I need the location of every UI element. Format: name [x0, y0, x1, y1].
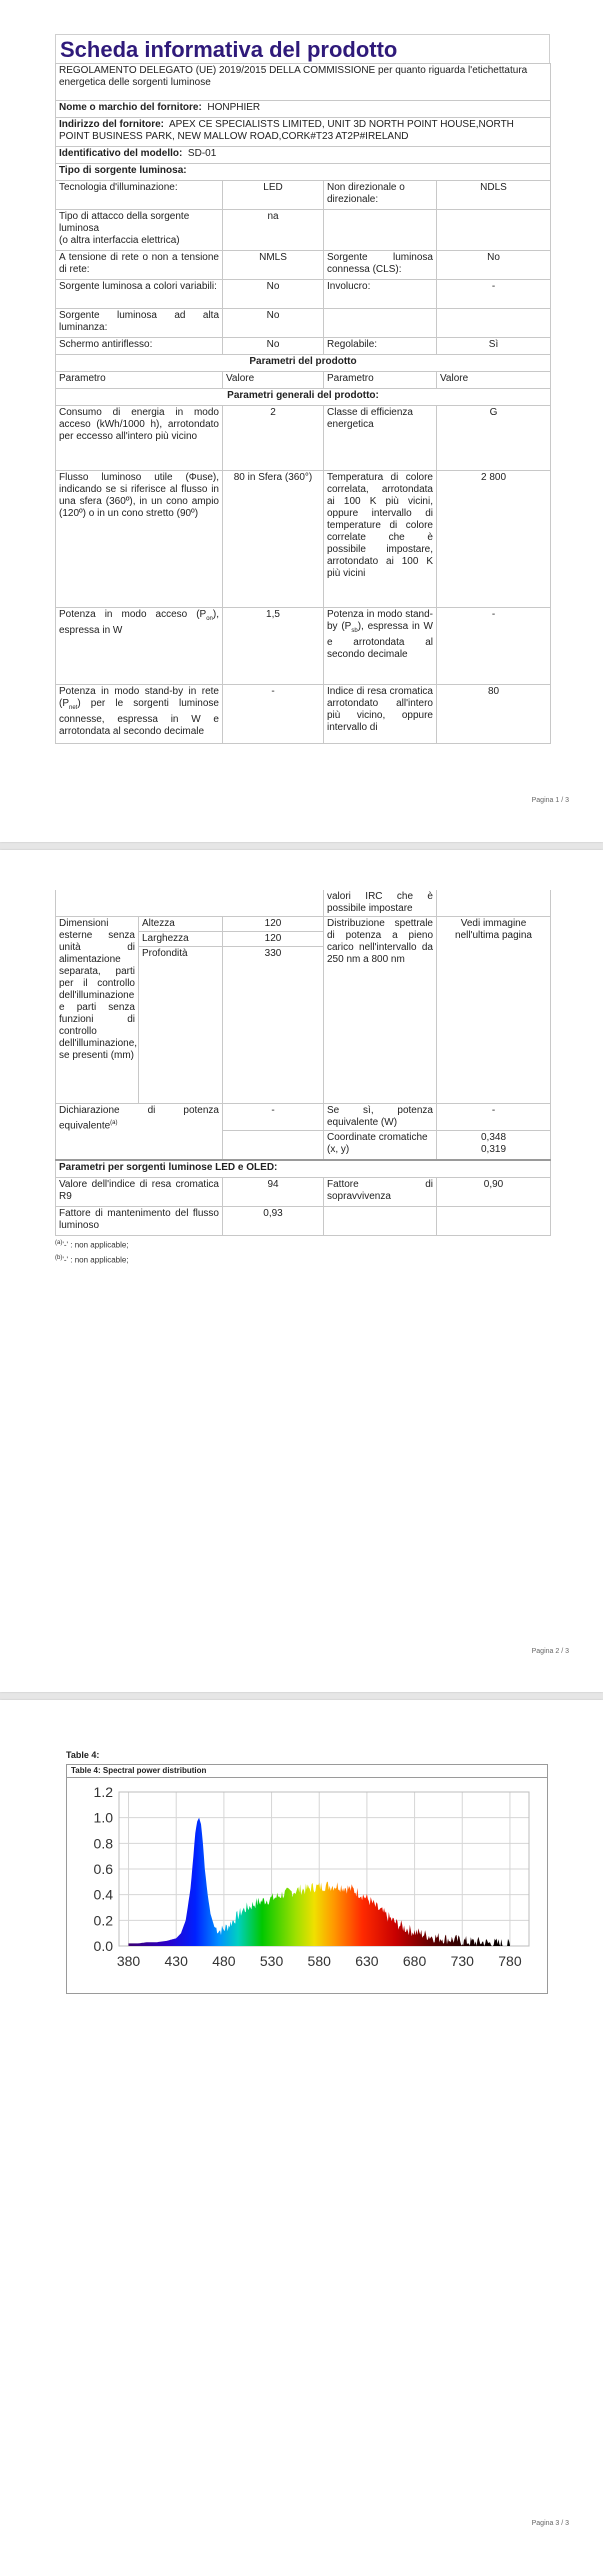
equiv-power-text: Dichiarazione di potenza equivalente [59, 1105, 219, 1132]
height-label: Altezza [139, 917, 223, 932]
y-tick-label: 0.4 [93, 1886, 113, 1903]
cri-value: 80 [437, 685, 551, 744]
chart-frame [66, 1764, 548, 1994]
footnote-a-mark: (a) [55, 1240, 63, 1246]
spec-value: LED [223, 181, 324, 210]
spec-row [56, 210, 551, 251]
x-tick-label: 730 [450, 1953, 474, 1969]
equiv-power-sup: (a) [110, 1120, 118, 1126]
x-tick-label: 580 [307, 1953, 331, 1969]
chromaticity-label: Coordinate cromatiche (x, y) [324, 1131, 437, 1161]
survival-value: 0,90 [437, 1178, 551, 1207]
col-header: Parametro [324, 372, 437, 389]
height-value: 120 [223, 917, 324, 932]
spectral-chart [67, 1778, 547, 1992]
chart-title: Table 4: Spectral power distribution [71, 1766, 207, 1775]
r9-value: 94 [223, 1178, 324, 1207]
x-ticks [117, 1953, 522, 1969]
param-row [56, 890, 551, 917]
spec-label: Non direzionale o direzionale: [324, 181, 437, 210]
spec-value [437, 210, 551, 251]
cri-label-cont: valori IRC che è possibile impostare [324, 890, 437, 917]
spec-value: No [437, 251, 551, 280]
power-on-label-a: Potenza in modo acceso (P [59, 609, 207, 620]
x-tick-label: 380 [116, 1953, 141, 1969]
power-on-label-sub: on [206, 616, 213, 622]
equiv-power-value: - [223, 1104, 324, 1131]
x-tick-label: 430 [164, 1953, 188, 1969]
spec-row [56, 280, 551, 309]
model-row [56, 147, 551, 164]
y-tick-label: 1.0 [93, 1809, 113, 1826]
led-oled-header: Parametri per sorgenti luminose LED e OLED: [56, 1160, 551, 1178]
flux-value: 80 in Sfera (360°) [223, 471, 324, 608]
x-tick-label: 630 [355, 1953, 379, 1969]
spec-label [56, 210, 223, 251]
spec-label: Sorgente luminosa a colori variabili: [56, 280, 223, 309]
spec-value: No [223, 280, 324, 309]
param-row [56, 1178, 551, 1207]
x-tick-label: 530 [259, 1953, 284, 1969]
param-row [56, 406, 551, 471]
footnote-b [55, 1253, 550, 1266]
page-2 [0, 850, 603, 1692]
footnote-a [55, 1238, 550, 1251]
depth-value: 330 [223, 947, 324, 1104]
energy-consumption-value: 2 [223, 406, 324, 471]
spectral-label: Distribuzione spettrale di potenza a pieno carico nell'intervallo da 250 nm a 800 nm [324, 917, 437, 1104]
power-on-label-b: ), espressa in W [59, 609, 219, 636]
y-tick-label: 0.6 [93, 1861, 113, 1877]
spec-value: NMLS [223, 251, 324, 280]
standby-value: - [437, 608, 551, 685]
model-value: SD-01 [187, 148, 217, 159]
networked-standby-label [56, 685, 223, 744]
dimensions-row [56, 917, 551, 932]
equiv-power-label [56, 1104, 223, 1161]
y-tick-label: 1.2 [93, 1784, 113, 1800]
spec-row [56, 181, 551, 210]
page-2-content [55, 890, 550, 1265]
spec-label [324, 210, 437, 251]
param-row [56, 1207, 551, 1236]
spec-value: - [437, 280, 551, 309]
page-1 [0, 0, 603, 842]
width-value: 120 [223, 932, 324, 947]
x-tick-label: 680 [402, 1953, 427, 1969]
page-3 [0, 1700, 603, 2560]
supplier-name-label: Nome o marchio del fornitore: [59, 102, 202, 113]
column-header-row [56, 372, 551, 389]
spec-label: Regolabile: [324, 338, 437, 355]
page-1-content [55, 34, 550, 744]
spec-value: na [223, 210, 324, 251]
net-standby-a: Potenza in modo stand-by in rete (P [59, 686, 219, 709]
maintenance-value: 0,93 [223, 1207, 324, 1236]
params-table-continued [55, 890, 551, 1236]
networked-standby-value: - [223, 685, 324, 744]
standby-label-a: Potenza in modo stand-by (P [327, 609, 433, 632]
supplier-name-row [56, 101, 551, 118]
param-row [56, 1104, 551, 1131]
cri-label: Indice di resa cromatica arrotondato all'intero più vicino, oppure intervallo di [324, 685, 437, 744]
col-header: Valore [437, 372, 551, 389]
power-on-label [56, 608, 223, 685]
net-standby-sub: net [69, 705, 78, 711]
spec-label: Tecnologia d'illuminazione: [56, 181, 223, 210]
supplier-address-label: Indirizzo del fornitore: [59, 119, 164, 130]
maintenance-label: Fattore di mantenimento del flusso luminoso [56, 1207, 223, 1236]
spectral-value: Vedi immagine nell'ultima pagina [437, 917, 551, 1104]
spec-label: Involucro: [324, 280, 437, 309]
r9-label: Valore dell'indice di resa cromatica R9 [56, 1178, 223, 1207]
width-label: Larghezza [139, 932, 223, 947]
equiv-power-w-label: Se sì, potenza equivalente (W) [324, 1104, 437, 1131]
footnote-b-text: '-' : non applicable; [62, 1255, 129, 1265]
spec-label: A tensione di rete o non a tensione di rete: [56, 251, 223, 280]
page-number: Pagina 3 / 3 [531, 2520, 569, 2527]
spec-value: NDLS [437, 181, 551, 210]
table-label: Table 4: [66, 1750, 100, 1760]
col-header: Parametro [56, 372, 223, 389]
efficiency-class-value: G [437, 406, 551, 471]
y-tick-label: 0.8 [93, 1835, 113, 1852]
supplier-address-row [56, 118, 551, 147]
x-tick-label: 780 [498, 1953, 522, 1969]
supplier-name-value: HONPHIER [207, 102, 261, 113]
spec-label: Schermo antiriflesso: [56, 338, 223, 355]
spec-value: Sì [437, 338, 551, 355]
depth-label: Profondità [139, 947, 223, 1104]
spec-row [56, 309, 551, 338]
param-row [56, 471, 551, 608]
energy-consumption-label: Consumo di energia in modo acceso (kWh/1000 h), arrotondato per eccesso all'intero più vicino [56, 406, 223, 471]
survival-label: Fattore di sopravvivenza [324, 1178, 437, 1207]
y-tick-label: 0.0 [93, 1938, 113, 1954]
regulation-text: REGOLAMENTO DELEGATO (UE) 2019/2015 DELLA COMMISSIONE per quanto riguarda l'etichettatura energetica delle sorgenti luminose [56, 64, 551, 101]
y-tick-label: 0.2 [93, 1912, 113, 1929]
model-label: Identificativo del modello: [59, 148, 183, 159]
page-title: Scheda informativa del prodotto [55, 34, 550, 63]
chromaticity-x: 0,348 [480, 1132, 507, 1143]
dimensions-label: Dimensioni esterne senza unità di alimentazione separata, parti per il controllo dell'illuminazione e parti senza funzioni di controllo dell'illuminazione, se presenti (mm) [56, 917, 139, 1104]
footnote-b-mark: (b) [55, 1254, 63, 1261]
spec-row [56, 338, 551, 355]
lamp-cap-sub: (o altra interfaccia elettrica) [59, 235, 180, 246]
flux-label: Flusso luminoso utile (Φuse), indicando se si riferisce al flusso in una sfera (360º), in un cono ampio (120º) o in un cono stretto (90º) [56, 471, 223, 608]
supplier-address-value: APEX CE SPECIALISTS LIMITED, UNIT 3D NORTH POINT HOUSE,NORTH POINT BUSINESS PARK, NEW MALLOW ROAD,CORK#T23 AT2P#IRELAND [59, 119, 514, 142]
param-row [56, 685, 551, 744]
standby-label-b: ), espressa in W e arrotondata al secondo decimale [327, 621, 433, 660]
spec-row [56, 251, 551, 280]
spec-value: No [223, 309, 324, 338]
product-params-header: Parametri del prodotto [56, 355, 551, 372]
standby-label-sub: sb [351, 628, 358, 634]
chromaticity-y: 0,319 [480, 1144, 507, 1155]
source-type-label: Tipo di sorgente luminosa: [56, 164, 551, 181]
page-number: Pagina 1 / 3 [531, 797, 569, 804]
x-tick-label: 480 [212, 1953, 236, 1969]
general-params-header: Parametri generali del prodotto: [56, 389, 551, 406]
supplier-table [55, 63, 551, 744]
param-row [56, 608, 551, 685]
spec-label [324, 309, 437, 338]
equiv-power-w-value: - [437, 1104, 551, 1131]
col-header: Valore [223, 372, 324, 389]
chromaticity-values [437, 1131, 551, 1161]
spec-label: Sorgente luminosa ad alta luminanza: [56, 309, 223, 338]
cct-label: Temperatura di colore correlata, arrotondata ai 100 K più vicini, oppure intervallo di temperature di colore correlate che è possibile impostare, arrotondato ai 100 K più vicini [324, 471, 437, 608]
spec-label: Sorgente luminosa connessa (CLS): [324, 251, 437, 280]
net-standby-b: ) per le sorgenti luminose connesse, espressa in W e arrotondata al secondo decimale [59, 698, 219, 737]
spec-value: No [223, 338, 324, 355]
power-on-value: 1,5 [223, 608, 324, 685]
lamp-cap-label: Tipo di attacco della sorgente luminosa [59, 211, 190, 234]
page-number: Pagina 2 / 3 [531, 1648, 569, 1655]
efficiency-class-label: Classe di efficienza energetica [324, 406, 437, 471]
spec-value [437, 309, 551, 338]
cct-value: 2 800 [437, 471, 551, 608]
y-ticks [94, 1784, 114, 1954]
standby-label [324, 608, 437, 685]
footnote-a-text: '-' : non applicable; [62, 1240, 129, 1250]
